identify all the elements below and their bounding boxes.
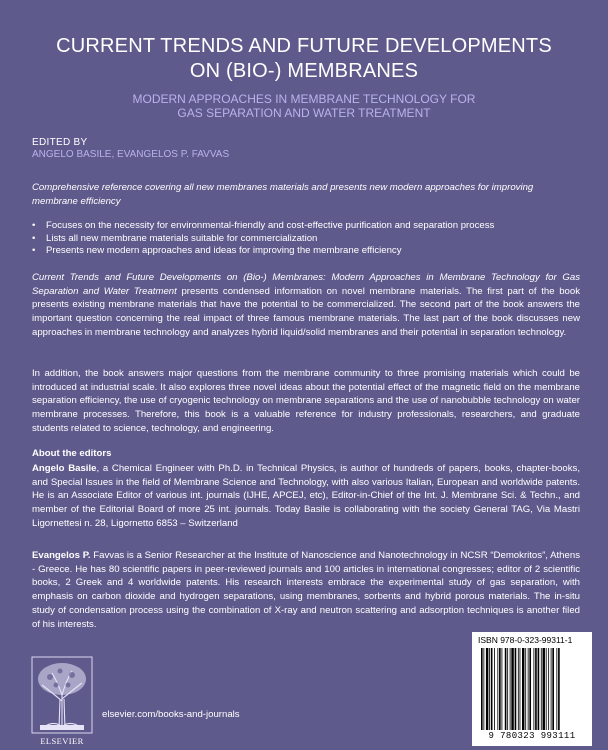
barcode-bar	[529, 648, 531, 730]
barcode-bar	[552, 648, 554, 730]
about-editors-heading: About the editors	[32, 448, 112, 459]
subtitle-line-1: MODERN APPROACHES IN MEMBRANE TECHNOLOGY FOR	[132, 92, 476, 106]
editor-name: Angelo Basile	[32, 463, 97, 474]
barcode-bar	[502, 648, 503, 730]
barcode-bar	[515, 648, 517, 730]
book-subtitle	[0, 92, 608, 120]
barcode-bar	[556, 648, 557, 730]
description-paragraph-1	[32, 271, 580, 340]
publisher-website[interactable]: elsevier.com/books-and-journals	[102, 709, 240, 720]
barcode-bar	[497, 648, 498, 730]
barcode-bar	[528, 648, 529, 730]
barcode-bar	[546, 648, 547, 730]
barcode-bar	[486, 648, 488, 730]
subtitle-line-2: GAS SEPARATION AND WATER TREATMENT	[177, 106, 431, 120]
book-title-italic: Current Trends and Future Developments on (Bio-) Membranes: Modern Approaches in Membrane Technology for Gas Separation and Water Treatment	[32, 272, 580, 297]
publisher-name: ELSEVIER	[40, 736, 84, 746]
barcode-bar	[510, 648, 511, 730]
intro-text: Comprehensive reference covering all new membranes materials and presents new modern approaches for improving membrane efficiency	[32, 182, 534, 207]
barcode-bar	[548, 648, 549, 730]
editor-bio-text: , a Chemical Engineer with Ph.D. in Technical Physics, is author of hundreds of papers, books, chapter-books, and Special Issues in the field of Membrane Science and Technology, with also various Italian, European and worldwide patents. He is an Associate Editor of various int. journals (IJHE, APCEJ, etc), Editor-in-Chief of the Int. J. Membrane Sci. & Techn., and member of the Editorial Board of more 25 int. journals. Today Basile is collaborating with the society General TAG, Via Mastri Ligornettesi n. 28, Ligornetto 6853 – Switzerland	[32, 463, 580, 529]
barcode-bar	[507, 648, 508, 730]
barcode-bar	[543, 648, 545, 730]
barcode-bar	[518, 648, 519, 730]
feature-item: • Focuses on the necessity for environmental-friendly and cost-effective purification and separation process	[32, 220, 580, 233]
feature-item: • Presents new modern approaches and ideas for improving the membrane efficiency	[32, 245, 580, 258]
barcode-bar	[494, 648, 495, 730]
barcode-bar	[481, 648, 483, 730]
barcode-bar	[541, 648, 542, 730]
description-text: presents condensed information on novel membrane materials. The first part of the book presents existing membrane materials that have the potential to be commercialized. The second part of the book answers the important question concerning the real impact of three famous membrane materials. The last part of the book discusses new approaches in membrane technology and analyzes hybrid liquid/solid membranes and their potential in separation technology.	[32, 285, 580, 338]
barcode-bars	[480, 648, 584, 730]
barcode-bar	[533, 648, 534, 730]
barcode-bar	[511, 648, 513, 730]
isbn-barcode	[472, 632, 592, 746]
description-paragraph-2: In addition, the book answers major questions from the membrane community to three promising materials which could be introduced at industrial scale. It also explores three novel ideas about the potential effect of the magnetic field on the membrane separation efficiency, the use of cryogenic technology on membrane separations and the use of nanobubble technology on water membrane processes. Therefore, this book is a valuable reference for industry professionals, researchers, and graduate students related to science, technology, and engineering.	[32, 368, 580, 434]
barcode-bar	[535, 648, 537, 730]
barcode-bar	[551, 648, 552, 730]
feature-list	[32, 220, 580, 258]
title-line-2: ON (BIO-) MEMBRANES	[189, 60, 419, 82]
barcode-bar	[489, 648, 490, 730]
editor-bio-basile	[32, 462, 580, 531]
barcode-digits: 9 780323 993111	[488, 731, 576, 741]
feature-item: • Lists all new membrane materials suitable for commercialization	[32, 233, 580, 246]
barcode-bar	[520, 648, 521, 730]
barcode-bar	[491, 648, 493, 730]
editor-name: Evangelos P.	[32, 550, 91, 561]
editor-bio-favvas	[32, 549, 580, 631]
book-title	[0, 34, 608, 84]
barcode-bar	[483, 648, 484, 730]
title-line-1: CURRENT TRENDS AND FUTURE DEVELOPMENTS	[56, 35, 552, 57]
barcode-bar	[499, 648, 501, 730]
editor-bio-text: Favvas is a Senior Researcher at the Institute of Nanoscience and Nanotechnology in NCSR “Demokritos”, Athens - Greece. He has 80 scientific papers in peer-reviewed journals and 100 articles in international congresses; editor of 2 scientific books, 2 Greek and 4 worldwide patents. His research interests embrace the experimental study of gas separation, with emphasis on carbon dioxide and hydrogen separations, using membranes, sorbents and hybrid porous materials. The in-situ study of condensation process using the combination of X-ray and neutron scattering and adsorption techniques is another filed of his interests.	[32, 550, 580, 630]
barcode-bar	[505, 648, 507, 730]
barcode-bar	[525, 648, 526, 730]
elsevier-tree-icon	[30, 655, 94, 735]
barcode-bar	[538, 648, 540, 730]
editors-names: ANGELO BASILE, EVANGELOS P. FAVVAS	[32, 149, 230, 160]
edited-by-label: EDITED BY	[32, 137, 88, 148]
barcode-bar	[558, 648, 560, 730]
barcode-bar	[522, 648, 524, 730]
isbn-number: ISBN 978-0-323-99311-1	[478, 635, 573, 645]
